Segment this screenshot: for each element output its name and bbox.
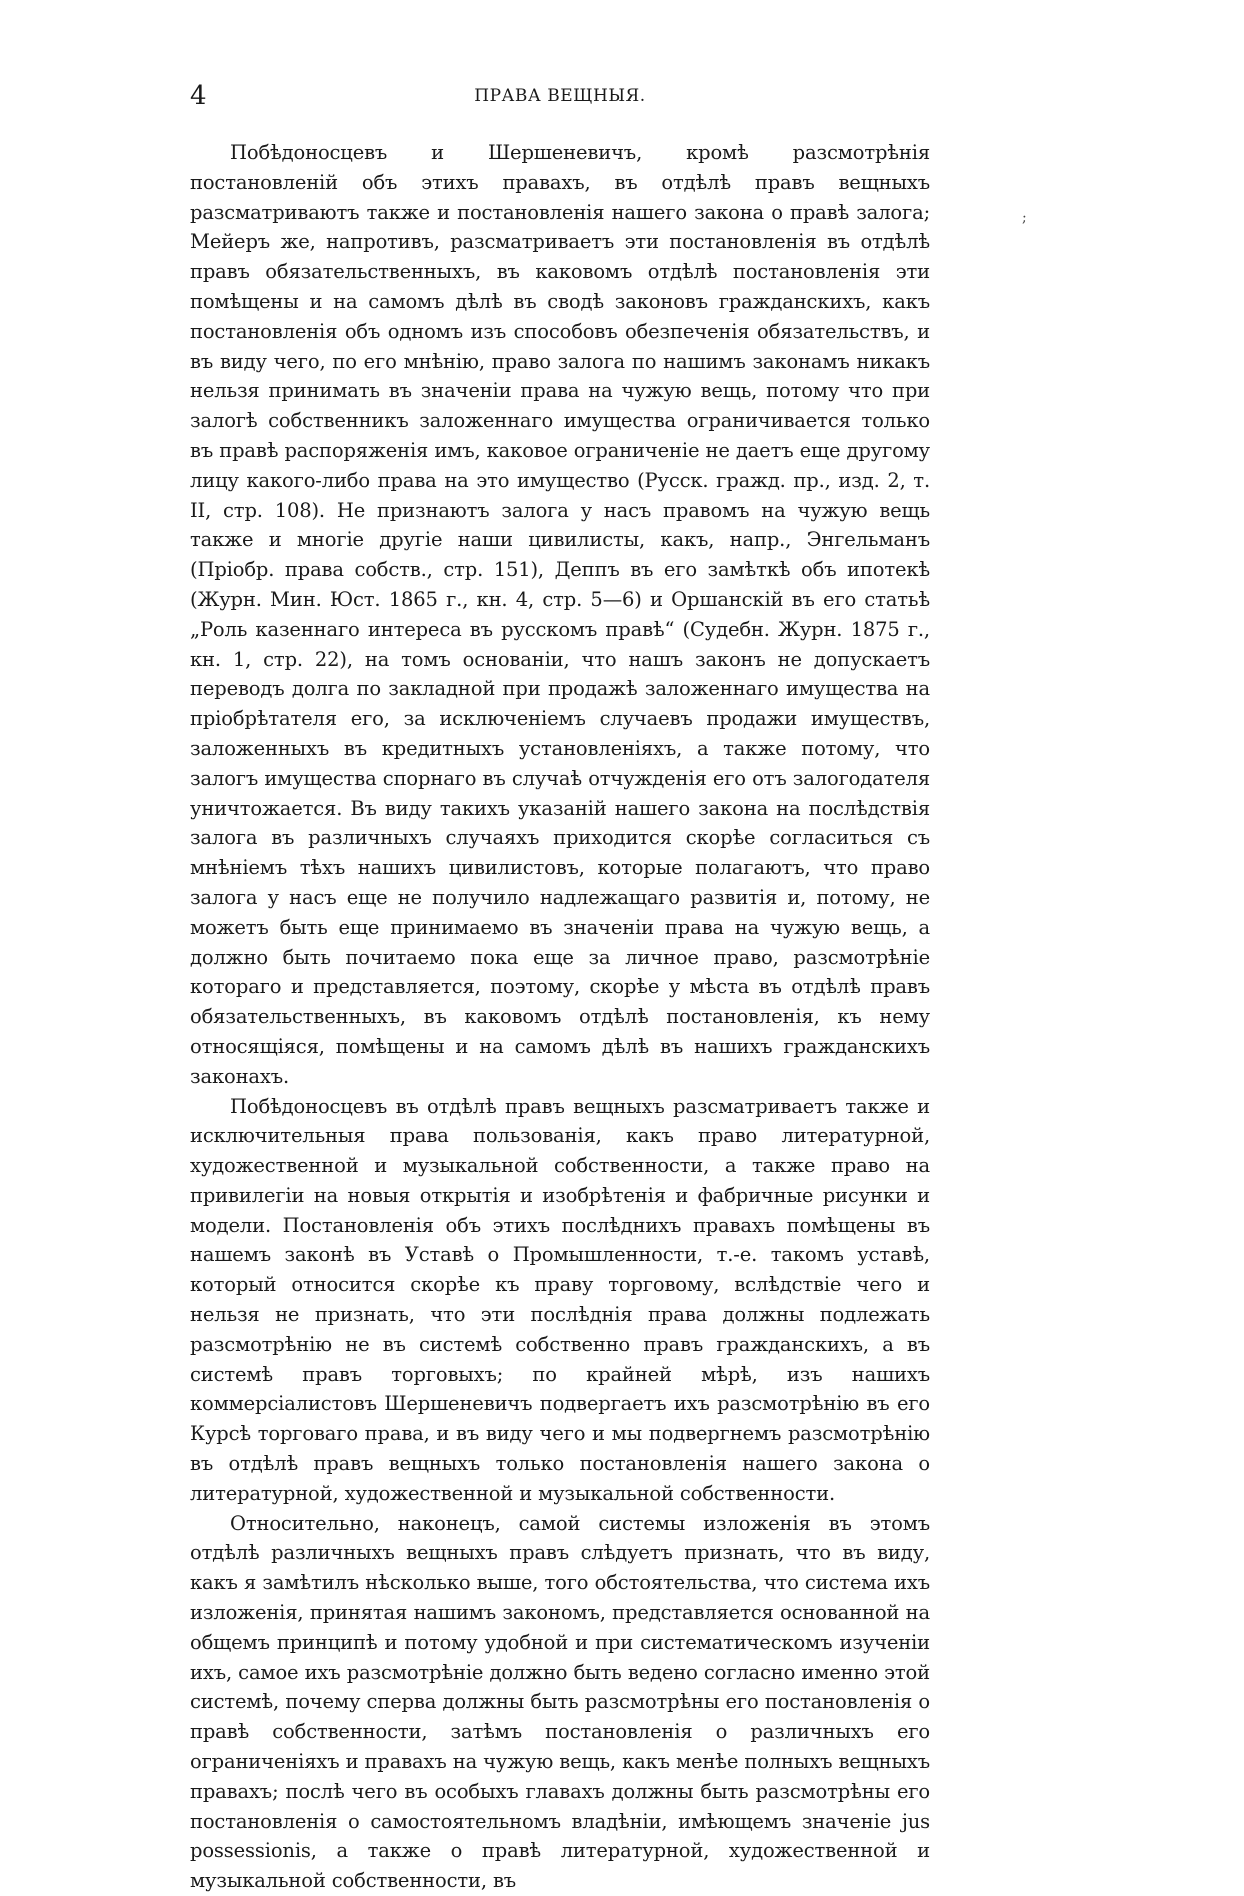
running-head xyxy=(190,78,930,114)
body-text xyxy=(190,138,930,1896)
paragraph-system-of-exposition: Относительно, наконецъ, самой системы изложенія въ этомъ отдѣлѣ различныхъ вещныхъ правъ слѣдуетъ признать, что въ виду, какъ я замѣтилъ нѣсколько выше, того обстоятельства, что система ихъ изложенія, принятая нашимъ закономъ, представляется основанной на общемъ принципѣ и потому удобной и при систематическомъ изученіи ихъ, самое ихъ разсмотрѣніе должно быть ведено согласно именно этой системѣ, почему сперва должны быть разсмотрѣны его постановленія о правѣ собственности, затѣмъ постановленія о различныхъ его ограниченіяхъ и правахъ на чужую вещь, какъ менѣе полныхъ вещныхъ правахъ; послѣ чего въ особыхъ главахъ должны быть разсмотрѣны его постановленія о самостоятельномъ владѣніи, имѣющемъ значеніе jus possessionis, а также о правѣ литературной, художественной и музыкальной собственности, въ xyxy=(190,1511,930,1893)
page-number: 4 xyxy=(190,81,207,111)
running-title: ПРАВА ВЕЩНЫЯ. xyxy=(474,86,646,106)
margin-speck: ; xyxy=(1022,210,1027,226)
paragraph-exclusive-rights: Побѣдоносцевъ въ отдѣлѣ правъ вещныхъ разсматриваетъ также и исключительныя права пользованія, какъ право литературной, художественной и музыкальной собственности, а также право на привилегіи на новыя открытія и изобрѣтенія и фабричные рисунки и модели. Постановленія объ этихъ послѣднихъ правахъ помѣщены въ нашемъ законѣ въ Уставѣ о Промышленности, т.-е. такомъ уставѣ, который относится скорѣе къ праву торговому, вслѣдствіе чего и нельзя не признать, что эти послѣднія права должны подлежать разсмотрѣнію не въ системѣ собственно правъ гражданскихъ, а въ системѣ правъ торговыхъ; по крайней мѣрѣ, изъ нашихъ коммерсіалистовъ Шершеневичъ подвергаетъ ихъ разсмотрѣнію въ его Курсѣ торговаго права, и въ виду чего и мы подвергнемъ разсмотрѣнію въ отдѣлѣ правъ вещныхъ только постановленія нашего закона о литературной, художественной и музыкальной собственности. xyxy=(190,1094,930,1505)
paragraph-pledge-rights: Побѣдоносцевъ и Шершеневичъ, кромѣ разсмотрѣнія постановленій объ этихъ правахъ, въ отдѣлѣ правъ вещныхъ разсматриваютъ также и постановленія нашего закона о правѣ залога; Мейеръ же, напротивъ, разсматриваетъ эти постановленія въ отдѣлѣ правъ обязательственныхъ, въ каковомъ отдѣлѣ постановленія эти помѣщены и на самомъ дѣлѣ въ сводѣ законовъ гражданскихъ, какъ постановленія объ одномъ изъ способовъ обезпеченія обязательствъ, и въ виду чего, по его мнѣнію, право залога по нашимъ законамъ никакъ нельзя принимать въ значеніи права на чужую вещь, потому что при залогѣ собственникъ заложеннаго имущества ограничивается только въ правѣ распоряженія имъ, каковое ограниченіе не даетъ еще другому лицу какого-либо права на это имущество (Русск. гражд. пр., изд. 2, т. II, стр. 108). Не признаютъ залога у насъ правомъ на чужую вещь также и многіе другіе наши цивилисты, какъ, напр., Энгельманъ (Пріобр. права собств., стр. 151), Деппъ въ его замѣткѣ объ ипотекѣ (Журн. Мин. Юст. 1865 г., кн. 4, стр. 5—6) и Оршанскій въ его статьѣ „Роль казеннаго интереса въ русскомъ правѣ“ (Судебн. Журн. 1875 г., кн. 1, стр. 22), на томъ основаніи, что нашъ законъ не допускаетъ переводъ долга по закладной при продажѣ заложеннаго имущества на пріобрѣтателя его, за исключеніемъ случаевъ продажи имуществъ, заложенныхъ въ кредитныхъ установленіяхъ, а также потому, что залогъ имущества спорнаго въ случаѣ отчужденія его отъ залогодателя уничтожается. Въ виду такихъ указаній нашего закона на послѣдствія залога въ различныхъ случаяхъ приходится скорѣе согласиться съ мнѣніемъ тѣхъ нашихъ цивилистовъ, которые полагаютъ, что право залога у насъ еще не получило надлежащаго развитія и, потому, не можетъ быть еще принимаемо въ значеніи права на чужую вещь, а должно быть почитаемо пока еще за личное право, разсмотрѣніе котораго и представляется, поэтому, скорѣе у мѣста въ отдѣлѣ правъ обязательственныхъ, въ каковомъ отдѣлѣ постановленія, къ нему относящіяся, помѣщены и на самомъ дѣлѣ въ нашихъ гражданскихъ законахъ. xyxy=(190,141,930,1088)
